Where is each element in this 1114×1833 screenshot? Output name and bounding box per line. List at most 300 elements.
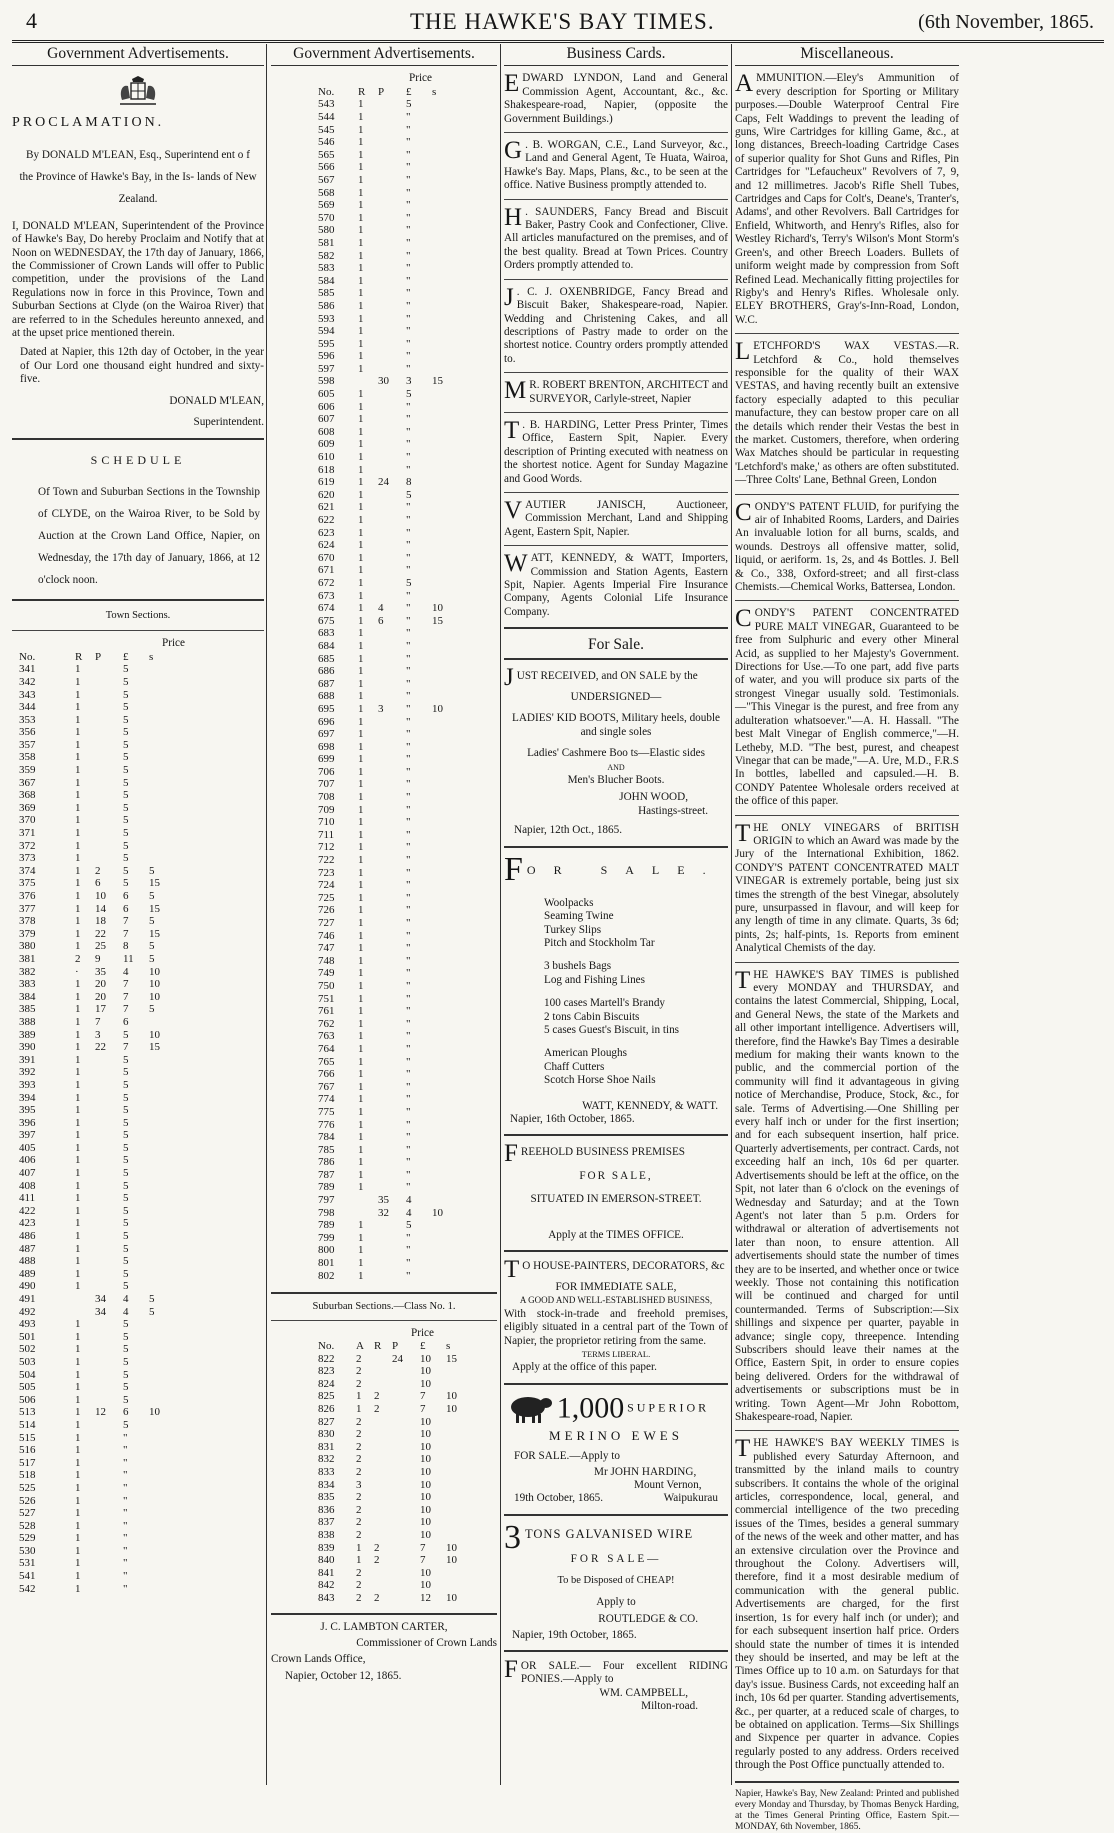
table-cell: 6: [378, 614, 384, 627]
table-cell: 1: [75, 902, 81, 915]
table-cell: 761: [318, 1005, 335, 1018]
table-cell: [146, 1129, 172, 1142]
column-divider: [266, 44, 267, 1785]
table-cell: [146, 1356, 172, 1369]
table-cell: 1: [75, 1532, 81, 1545]
table-cell: [375, 464, 403, 477]
table-cell: 597: [318, 362, 335, 375]
table-cell: [429, 501, 455, 514]
table-row: [16, 1394, 172, 1407]
table-cell: [389, 1567, 417, 1580]
table-cell: 7: [123, 927, 129, 940]
table-cell: ": [123, 1519, 128, 1532]
table-cell: 10: [446, 1554, 457, 1567]
table-cell: [375, 867, 403, 880]
table-cell: 1: [358, 891, 364, 904]
riding-ponies-ad: [504, 1655, 728, 1714]
divider: [504, 627, 728, 629]
table-cell: [429, 590, 455, 603]
table-cell: 390: [19, 1041, 36, 1054]
table-cell: 1: [358, 942, 364, 955]
table-cell: [92, 764, 120, 777]
table-cell: [92, 1154, 120, 1167]
table-cell: [92, 1117, 120, 1130]
table-cell: ": [406, 526, 411, 539]
table-row: [315, 867, 455, 880]
table-row: [16, 689, 172, 702]
table-cell: 34: [95, 1305, 106, 1318]
table-row: [315, 300, 455, 313]
table-cell: 517: [19, 1456, 36, 1469]
table-row: [16, 1306, 172, 1319]
table-cell: ": [123, 1557, 128, 1570]
table-cell: 5: [123, 852, 129, 865]
table-cell: 1: [358, 1118, 364, 1131]
table-cell: 2: [356, 1591, 362, 1604]
table-cell: [429, 1106, 455, 1119]
table-cell: [429, 716, 455, 729]
table-cell: 396: [19, 1116, 36, 1129]
table-cell: 2: [356, 1352, 362, 1365]
table-cell: 1: [358, 312, 364, 325]
table-cell: [146, 1469, 172, 1482]
table-row: [315, 1194, 455, 1207]
table-cell: [146, 701, 172, 714]
table-cell: 1: [75, 1406, 81, 1419]
table-cell: 725: [318, 891, 335, 904]
table-cell: [429, 174, 455, 187]
table-cell: 1: [358, 627, 364, 640]
table-cell: 1: [75, 1519, 81, 1532]
table-cell: ": [406, 173, 411, 186]
table-row: [16, 865, 172, 878]
table-cell: 5: [123, 864, 129, 877]
table-cell: [429, 250, 455, 263]
table-cell: [375, 1181, 403, 1194]
table-row: [315, 1068, 455, 1081]
divider: [735, 962, 959, 963]
table-cell: 5: [123, 1217, 129, 1230]
table-cell: 1: [358, 715, 364, 728]
table-cell: 10: [420, 1566, 431, 1579]
table-cell: 1: [75, 1041, 81, 1054]
table-cell: 1: [358, 728, 364, 741]
table-row: [315, 350, 455, 363]
table-row: [315, 1043, 455, 1056]
table-cell: 1: [358, 249, 364, 262]
table-cell: 5: [123, 738, 129, 751]
table-row: [315, 287, 455, 300]
table-row: [315, 1592, 469, 1605]
table-row: [315, 187, 455, 200]
table-cell: 1: [75, 1469, 81, 1482]
table-cell: 837: [318, 1516, 335, 1529]
table-cell: 1: [358, 1156, 364, 1169]
table-cell: 1: [358, 337, 364, 350]
table-cell: [92, 814, 120, 827]
table-cell: ": [406, 778, 411, 791]
table-cell: [429, 741, 455, 754]
ad-line: SITUATED IN EMERSON-STREET.: [530, 1193, 702, 1206]
table-cell: [443, 1466, 469, 1479]
table-cell: ": [406, 1131, 411, 1144]
table-cell: 12: [420, 1591, 431, 1604]
table-row: [315, 854, 455, 867]
table-cell: 764: [318, 1042, 335, 1055]
table-row: [16, 1192, 172, 1205]
table-cell: [371, 1365, 389, 1378]
table-cell: 395: [19, 1104, 36, 1117]
ad-line: UNDERSIGNED—: [570, 691, 662, 704]
table-row: [16, 1545, 172, 1558]
table-cell: ": [406, 438, 411, 451]
table-row: [315, 1479, 469, 1492]
header-cell: P: [392, 1340, 399, 1353]
table-cell: [375, 728, 403, 741]
table-cell: 569: [318, 199, 335, 212]
section-heading: Government Advertisements.: [12, 44, 264, 66]
table-cell: [375, 1106, 403, 1119]
table-row: [315, 1416, 469, 1429]
ad-lead: TONS GALVANISED WIRE: [525, 1526, 694, 1541]
table-cell: [429, 678, 455, 691]
table-cell: 24: [392, 1352, 403, 1365]
drop-cap: F: [504, 850, 523, 888]
table-cell: 1: [358, 1068, 364, 1081]
table-cell: [429, 1270, 455, 1283]
table-cell: 516: [19, 1444, 36, 1457]
header-cell: P: [95, 650, 102, 663]
table-row: [315, 1207, 455, 1220]
table-cell: [443, 1491, 469, 1504]
ad-line: AND: [607, 762, 625, 772]
table-cell: 5: [123, 1242, 129, 1255]
masthead-rule: [12, 40, 1104, 43]
table-row: [16, 827, 172, 840]
table-cell: 527: [19, 1507, 36, 1520]
ad-text: . C. J. OXENBRIDGE, Fancy Bread and Biscuit Baker, Shakespeare-road, Napier. Wedding and Christening Cakes, and all descriptions of Pastry made to order on the shortest notice. Country orders promptly attended to.: [504, 285, 728, 365]
table-cell: [371, 1353, 389, 1366]
table-row: [16, 940, 172, 953]
table-cell: 1: [358, 1042, 364, 1055]
table-row: [16, 903, 172, 916]
table-cell: 1: [75, 990, 81, 1003]
table-cell: 670: [318, 551, 335, 564]
table-cell: 506: [19, 1393, 36, 1406]
table-row: [16, 1205, 172, 1218]
table-cell: 1: [75, 1544, 81, 1557]
table-cell: [92, 1532, 120, 1545]
sale-item: Chaff Cutters: [544, 1060, 605, 1073]
table-cell: 712: [318, 841, 335, 854]
table-row: [315, 703, 455, 716]
table-row: [315, 1144, 455, 1157]
table-cell: 708: [318, 791, 335, 804]
table-cell: ": [123, 1456, 128, 1469]
table-row: [16, 1255, 172, 1268]
table-cell: [146, 1104, 172, 1117]
misc-advertisement: [735, 340, 959, 487]
table-cell: 763: [318, 1030, 335, 1043]
table-cell: 2: [356, 1528, 362, 1541]
table-row: [315, 1081, 455, 1094]
table-cell: [146, 726, 172, 739]
signature-name: DONALD M'LEAN,: [169, 394, 264, 407]
table-cell: [92, 739, 120, 752]
header-cell: No.: [318, 1340, 335, 1353]
table-cell: [146, 1079, 172, 1092]
table-cell: [371, 1567, 389, 1580]
table-cell: [429, 577, 455, 590]
table-cell: 1: [358, 1030, 364, 1043]
table-cell: 695: [318, 702, 335, 715]
sale-item: 2 tons Cabin Biscuits: [544, 1010, 640, 1023]
table-cell: 619: [318, 476, 335, 489]
table-cell: [146, 1457, 172, 1470]
table-cell: [429, 124, 455, 137]
table-cell: 5: [406, 98, 412, 111]
table-row: [16, 840, 172, 853]
table-cell: [429, 917, 455, 930]
table-cell: 5: [123, 1280, 129, 1293]
table-cell: [92, 1142, 120, 1155]
table-cell: 22: [95, 927, 106, 940]
price-label: Price: [409, 72, 432, 85]
table-cell: 830: [318, 1428, 335, 1441]
table-cell: [92, 1482, 120, 1495]
table-row: [315, 1353, 469, 1366]
table-cell: 1: [358, 199, 364, 212]
table-row: [315, 149, 455, 162]
table-cell: 486: [19, 1230, 36, 1243]
table-cell: 489: [19, 1267, 36, 1280]
table-cell: 5: [123, 1355, 129, 1368]
table-cell: [146, 789, 172, 802]
header-cell: £: [420, 1340, 426, 1353]
table-row: [315, 212, 455, 225]
table-row: [16, 1293, 172, 1306]
table-cell: [146, 1154, 172, 1167]
table-cell: ": [123, 1532, 128, 1545]
table-cell: [371, 1516, 389, 1529]
table-cell: 800: [318, 1244, 335, 1257]
table-row: [315, 464, 455, 477]
table-cell: [92, 789, 120, 802]
table-cell: [429, 1181, 455, 1194]
table-cell: 1: [75, 1217, 81, 1230]
table-cell: [429, 1219, 455, 1232]
divider: [504, 492, 728, 493]
table-cell: [389, 1592, 417, 1605]
table-cell: 5: [406, 1219, 412, 1232]
table-cell: 505: [19, 1381, 36, 1394]
table-cell: 2: [356, 1491, 362, 1504]
advertiser-name: WATT, KENNEDY, & WATT.: [582, 1099, 718, 1112]
table-row: [16, 915, 172, 928]
table-cell: [429, 1056, 455, 1069]
table-cell: [92, 1557, 120, 1570]
table-row: [16, 1142, 172, 1155]
table-cell: 10: [420, 1503, 431, 1516]
table-cell: [375, 1169, 403, 1182]
table-cell: ": [406, 551, 411, 564]
table-cell: [146, 1255, 172, 1268]
table-row: [16, 814, 172, 827]
table-cell: 787: [318, 1168, 335, 1181]
table-cell: 1: [358, 236, 364, 249]
table-row: [16, 1557, 172, 1570]
table-cell: 5: [123, 1192, 129, 1205]
table-cell: 836: [318, 1503, 335, 1516]
table-cell: 493: [19, 1318, 36, 1331]
table-cell: 606: [318, 400, 335, 413]
table-cell: [389, 1479, 417, 1492]
table-cell: 5: [123, 839, 129, 852]
table-cell: 5: [123, 701, 129, 714]
galvanised-wire-ad: [504, 1518, 728, 1642]
divider: [271, 1320, 497, 1321]
table-cell: 594: [318, 325, 335, 338]
table-row: [315, 1270, 455, 1283]
table-cell: [443, 1504, 469, 1517]
table-cell: 392: [19, 1066, 36, 1079]
table-cell: 1: [356, 1541, 362, 1554]
table-row: [315, 615, 455, 628]
table-cell: [146, 1343, 172, 1356]
ad-text: DWARD LYNDON, Land and General Commission Agent, Accountant, &c., &c. Shakespeare-road, Napier, (opposite the Government Buildings.): [504, 72, 728, 125]
table-cell: 1: [358, 904, 364, 917]
table-cell: 1: [75, 927, 81, 940]
table-cell: [375, 829, 403, 842]
table-row: [16, 1469, 172, 1482]
table-cell: 765: [318, 1055, 335, 1068]
table-cell: 1: [75, 1318, 81, 1331]
table-cell: [371, 1378, 389, 1391]
divider: [504, 372, 728, 373]
table-cell: 5: [123, 801, 129, 814]
table-cell: [375, 539, 403, 552]
table-cell: 1: [358, 1181, 364, 1194]
table-cell: [146, 1532, 172, 1545]
table-cell: [92, 714, 120, 727]
table-cell: [146, 1507, 172, 1520]
table-cell: 544: [318, 111, 335, 123]
masthead-bar: [0, 0, 1114, 40]
table-cell: [375, 678, 403, 691]
ad-text: ATT, KENNEDY, & WATT, Importers, Commission and Station Agents, Eastern Spit, Napier. Agents Imperial Fire Insurance Company, Agents Colonial Life Insurance Company.: [504, 552, 728, 618]
table-cell: [389, 1554, 417, 1567]
table-cell: [371, 1504, 389, 1517]
ad-number: 1,000: [556, 1391, 625, 1425]
table-cell: 5: [123, 713, 129, 726]
table-cell: [443, 1441, 469, 1454]
table-cell: 1: [358, 866, 364, 879]
table-cell: [375, 527, 403, 540]
drop-cap: T: [735, 819, 751, 847]
table-cell: [389, 1365, 417, 1378]
table-row: [315, 678, 455, 691]
crown-lands-office: Crown Lands Office,: [271, 1653, 366, 1666]
table-cell: [389, 1529, 417, 1542]
table-cell: 1: [358, 1017, 364, 1030]
table-cell: 546: [318, 136, 335, 149]
table-cell: 389: [19, 1028, 36, 1041]
section-heading: For Sale.: [588, 636, 644, 654]
table-cell: 1: [358, 488, 364, 501]
table-cell: 842: [318, 1579, 335, 1592]
table-cell: 1: [75, 713, 81, 726]
table-cell: [371, 1479, 389, 1492]
table-cell: 1: [358, 677, 364, 690]
table-cell: [92, 1381, 120, 1394]
table-cell: ": [406, 136, 411, 149]
table-cell: 7: [420, 1554, 426, 1567]
table-cell: [375, 451, 403, 464]
table-cell: 4: [123, 965, 129, 978]
table-cell: [429, 1005, 455, 1018]
table-row: [315, 917, 455, 930]
divider: [271, 1292, 497, 1294]
drop-cap: 3: [504, 1518, 521, 1556]
table-row: [315, 1005, 455, 1018]
table-row: [16, 726, 172, 739]
sale-item: American Ploughs: [544, 1047, 627, 1060]
table-cell: [375, 388, 403, 401]
table-cell: [429, 149, 455, 162]
table-cell: [146, 852, 172, 865]
table-cell: 2: [356, 1579, 362, 1592]
table-cell: [375, 955, 403, 968]
table-cell: 5: [149, 940, 155, 953]
table-cell: 1: [75, 1267, 81, 1280]
table-cell: 1: [356, 1554, 362, 1567]
business-card: [504, 496, 728, 539]
table-cell: 405: [19, 1141, 36, 1154]
table-row: [16, 1217, 172, 1230]
table-cell: 706: [318, 765, 335, 778]
table-cell: 687: [318, 677, 335, 690]
proclamation-body: I, DONALD M'LEAN, Superintendent of the Province of Hawke's Bay, Do hereby Proclaim and Notify that at Noon on WEDNESDAY, the 17th day of January, 1866, the Commissioner of Crown Lands will offer to Public competition, under the provisions of the Land Regulations now in force in this Province, Town and Suburban Sections at Clyde (on the Wairoa River) that are referred to in the Schedules hereunto annexed, and at the upset price mentioned therein.: [12, 219, 264, 340]
divider: [504, 199, 728, 200]
table-cell: [389, 1453, 417, 1466]
table-cell: 1: [358, 564, 364, 577]
table-cell: [375, 640, 403, 653]
table-cell: 34: [95, 1293, 106, 1305]
table-cell: 5: [123, 1154, 129, 1167]
table-row: [315, 527, 455, 540]
table-cell: 1: [75, 839, 81, 852]
table-cell: 368: [19, 789, 36, 802]
table-cell: 724: [318, 879, 335, 892]
business-card: [504, 203, 728, 273]
table-cell: 1: [75, 1582, 81, 1595]
table-row: [315, 980, 455, 993]
table-cell: [429, 665, 455, 678]
table-row: [16, 1520, 172, 1533]
table-cell: [92, 802, 120, 815]
table-row: [315, 1018, 455, 1031]
table-cell: 1: [358, 690, 364, 703]
table-cell: ": [123, 1469, 128, 1482]
table-cell: [146, 1381, 172, 1394]
table-cell: 385: [19, 1003, 36, 1016]
page-number: 4: [26, 8, 37, 33]
table-cell: 709: [318, 803, 335, 816]
table-cell: [146, 802, 172, 815]
table-cell: [443, 1453, 469, 1466]
table-cell: [429, 867, 455, 880]
table-cell: [375, 224, 403, 237]
